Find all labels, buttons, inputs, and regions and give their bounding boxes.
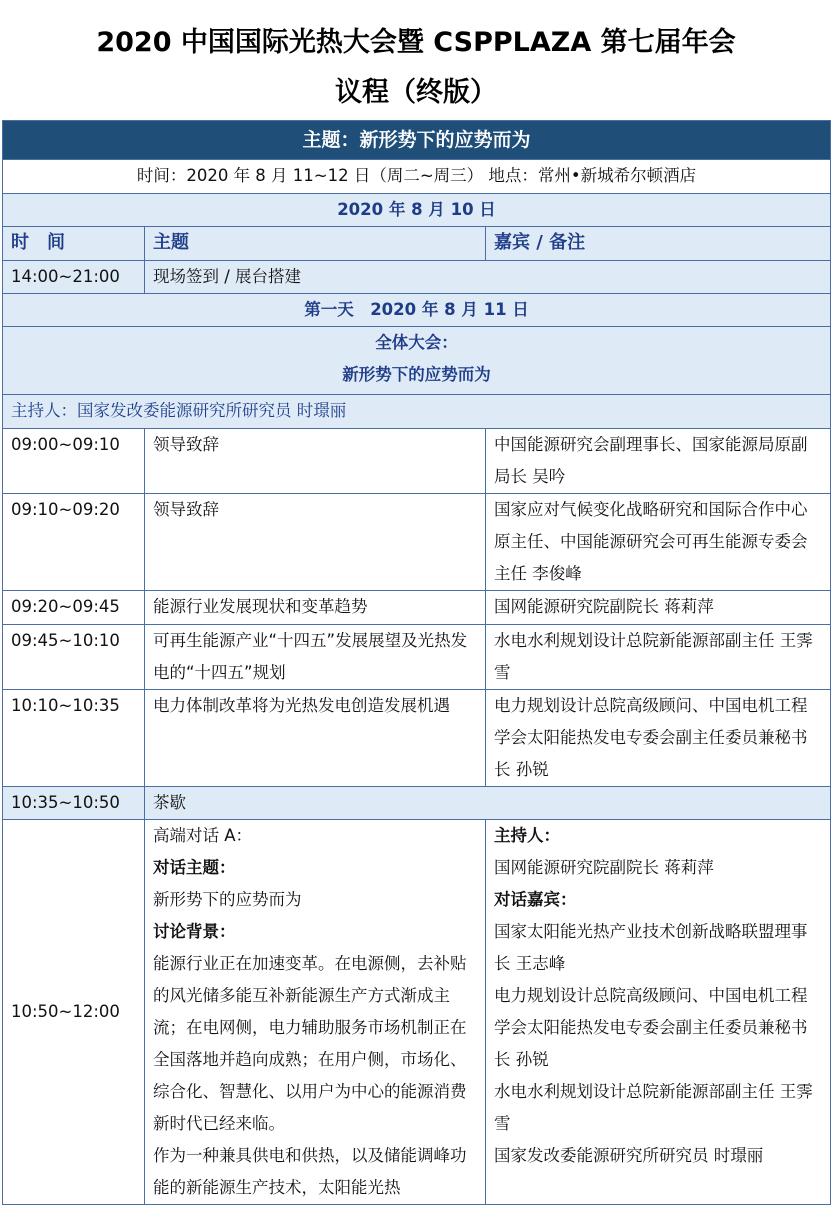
dialogue-guest-cell	[486, 820, 831, 1205]
day1-date: 第一天 2020 年 8 月 11 日	[3, 294, 831, 327]
plenary-line2: 新形势下的应势而为	[342, 365, 491, 384]
dialogue-guest: 水电水利规划设计总院新能源部副主任 王霁雪	[494, 1082, 813, 1133]
col-header-time: 时 间	[3, 227, 145, 261]
dialogue-label: 高端对话 A：	[153, 826, 253, 845]
tea-time: 10:35~10:50	[3, 787, 145, 820]
agenda-table	[2, 120, 831, 1205]
row-guest: 国家应对气候变化战略研究和国际合作中心原主任、中国能源研究会可再生能源专委会主任 李俊峰	[486, 494, 831, 591]
dialogue-topic: 新形势下的应势而为	[153, 890, 302, 909]
page-title-line2: 议程（终版）	[335, 77, 497, 108]
dialogue-topic-cell	[145, 820, 486, 1205]
row-time: 09:45~10:10	[3, 625, 145, 690]
dialogue-bg-text1: 能源行业正在加速变革。在电源侧，去补贴的风光储多能互补新能源生产方式渐成主流；在电网侧，电力辅助服务市场机制正在全国落地并趋向成熟；在用户侧，市场化、综合化、智慧化、以用户为中心的能源消费新时代已经来临。	[153, 954, 467, 1133]
dialogue-guest: 电力规划设计总院高级顾问、中国电机工程学会太阳能热发电专委会副主任委员兼秘书长 孙锐	[494, 986, 808, 1069]
row-guest: 水电水利规划设计总院新能源部副主任 王霁雪	[486, 625, 831, 690]
row-guest: 中国能源研究会副理事长、国家能源局原副局长 吴吟	[486, 429, 831, 494]
row-topic: 可再生能源产业“十四五”发展展望及光热发电的“十四五”规划	[145, 625, 486, 690]
row-topic: 电力体制改革将为光热发电创造发展机遇	[145, 690, 486, 787]
dialogue-guest: 国家发改委能源研究所研究员 时璟丽	[494, 1146, 764, 1165]
dialogue-topic-label: 对话主题：	[153, 858, 236, 877]
dialogue-guest: 国家太阳能光热产业技术创新战略联盟理事长 王志峰	[494, 922, 808, 973]
tea-topic: 茶歇	[145, 787, 831, 820]
row-topic: 领导致辞	[145, 429, 486, 494]
checkin-time: 14:00~21:00	[3, 261, 145, 294]
theme-banner: 主题：新形势下的应势而为	[3, 121, 831, 160]
col-header-topic: 主题	[145, 227, 486, 261]
row-time: 09:20~09:45	[3, 591, 145, 625]
checkin-topic: 现场签到 / 展台搭建	[145, 261, 831, 294]
dialogue-time: 10:50~12:00	[3, 820, 145, 1205]
dialogue-bg-label: 讨论背景：	[153, 922, 236, 941]
row-topic: 领导致辞	[145, 494, 486, 591]
plenary-title	[3, 327, 831, 395]
dialogue-guests-label: 对话嘉宾：	[494, 890, 577, 909]
dialogue-host-label: 主持人：	[494, 826, 560, 845]
row-time: 10:10~10:35	[3, 690, 145, 787]
row-topic: 能源行业发展现状和变革趋势	[145, 591, 486, 625]
row-guest: 电力规划设计总院高级顾问、中国电机工程学会太阳能热发电专委会副主任委员兼秘书长 孙锐	[486, 690, 831, 787]
dialogue-bg-text2: 作为一种兼具供电和供热，以及储能调峰功能的新能源生产技术，太阳能光热	[153, 1146, 467, 1197]
plenary-host: 主持人：国家发改委能源研究所研究员 时璟丽	[3, 395, 831, 429]
date-aug10: 2020 年 8 月 10 日	[3, 194, 831, 227]
dialogue-host: 国网能源研究院副院长 蒋莉萍	[494, 858, 714, 877]
col-header-guest: 嘉宾 / 备注	[486, 227, 831, 261]
row-time: 09:00~09:10	[3, 429, 145, 494]
row-time: 09:10~09:20	[3, 494, 145, 591]
row-guest: 国网能源研究院副院长 蒋莉萍	[486, 591, 831, 625]
page-title-line1: 2020 中国国际光热大会暨 CSPPLAZA 第七届年会	[96, 27, 736, 58]
plenary-line1: 全体大会：	[375, 333, 458, 352]
time-location: 时间：2020 年 8 月 11~12 日（周二~周三） 地点：常州•新城希尔顿酒店	[3, 160, 831, 194]
